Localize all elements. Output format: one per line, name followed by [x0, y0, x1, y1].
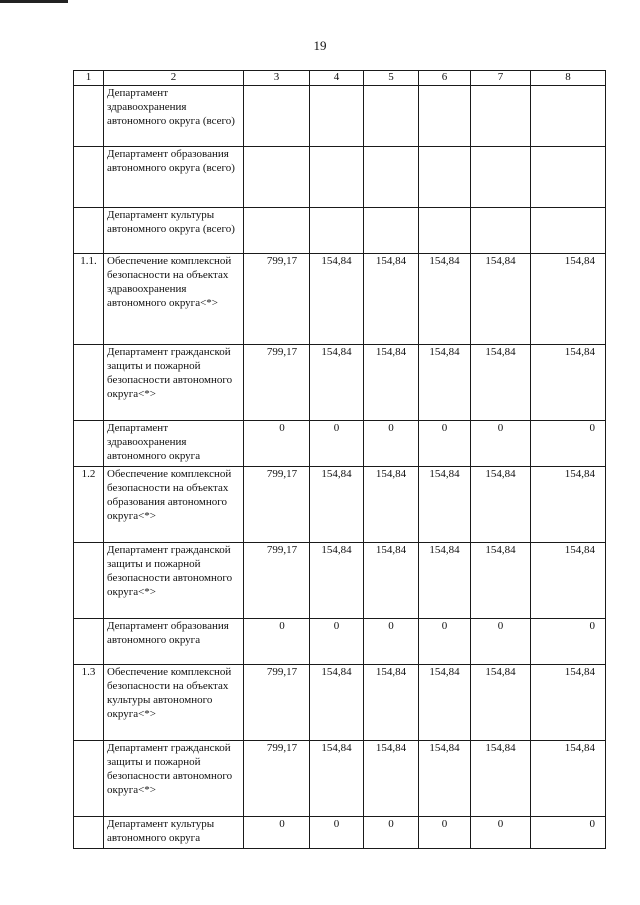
value-cell: 154,84	[531, 467, 606, 543]
value-cell: 154,84	[419, 467, 471, 543]
value-cell: 154,84	[471, 665, 531, 741]
value-cell: 0	[471, 817, 531, 849]
table-row	[74, 254, 606, 345]
table-row	[74, 817, 606, 849]
row-name: Департамент здравоохранения автономного округа	[104, 421, 244, 467]
value-cell	[531, 147, 606, 208]
row-name: Обеспечение комплексной безопасности на объектах здравоохранения автономного округа<*>	[104, 254, 244, 345]
value-cell	[531, 86, 606, 147]
value-cell: 0	[364, 421, 419, 467]
value-cell: 154,84	[364, 543, 419, 619]
table-row	[74, 619, 606, 665]
table-row	[74, 741, 606, 817]
row-number	[74, 741, 104, 817]
value-cell: 799,17	[244, 665, 310, 741]
column-header: 4	[310, 71, 364, 86]
row-name: Департамент культуры автономного округа (всего)	[104, 208, 244, 254]
value-cell: 154,84	[531, 741, 606, 817]
value-cell: 0	[244, 421, 310, 467]
value-cell	[531, 208, 606, 254]
column-header: 6	[419, 71, 471, 86]
row-number	[74, 147, 104, 208]
row-name: Департамент здравоохранения автономного округа (всего)	[104, 86, 244, 147]
value-cell: 154,84	[364, 665, 419, 741]
value-cell: 799,17	[244, 543, 310, 619]
value-cell	[244, 86, 310, 147]
value-cell: 154,84	[419, 254, 471, 345]
value-cell: 154,84	[531, 665, 606, 741]
value-cell: 154,84	[531, 254, 606, 345]
value-cell: 154,84	[531, 543, 606, 619]
value-cell: 154,84	[471, 254, 531, 345]
value-cell: 0	[310, 421, 364, 467]
value-cell: 154,84	[471, 543, 531, 619]
row-name: Департамент гражданской защиты и пожарной безопасности автономного округа<*>	[104, 345, 244, 421]
value-cell	[310, 86, 364, 147]
value-cell	[419, 147, 471, 208]
value-cell: 0	[244, 817, 310, 849]
table-row	[74, 421, 606, 467]
value-cell: 0	[364, 619, 419, 665]
table-row	[74, 345, 606, 421]
row-number: 1.2	[74, 467, 104, 543]
value-cell: 0	[310, 619, 364, 665]
value-cell: 154,84	[310, 741, 364, 817]
value-cell	[471, 147, 531, 208]
value-cell: 0	[419, 817, 471, 849]
value-cell	[244, 208, 310, 254]
value-cell: 0	[310, 817, 364, 849]
value-cell: 0	[471, 421, 531, 467]
value-cell: 154,84	[310, 345, 364, 421]
value-cell	[364, 208, 419, 254]
row-name: Департамент образования автономного округа	[104, 619, 244, 665]
value-cell: 154,84	[364, 741, 419, 817]
row-number	[74, 619, 104, 665]
value-cell: 0	[471, 619, 531, 665]
value-cell	[310, 147, 364, 208]
column-header: 3	[244, 71, 310, 86]
value-cell: 154,84	[471, 345, 531, 421]
value-cell	[419, 86, 471, 147]
value-cell: 154,84	[419, 345, 471, 421]
table-row	[74, 467, 606, 543]
column-header: 1	[74, 71, 104, 86]
value-cell: 154,84	[310, 665, 364, 741]
column-header: 2	[104, 71, 244, 86]
value-cell: 0	[531, 421, 606, 467]
column-header: 8	[531, 71, 606, 86]
value-cell: 154,84	[310, 543, 364, 619]
table-row	[74, 665, 606, 741]
row-name: Обеспечение комплексной безопасности на объектах культуры автономного округа<*>	[104, 665, 244, 741]
row-name: Департамент образования автономного округа (всего)	[104, 147, 244, 208]
value-cell: 799,17	[244, 741, 310, 817]
row-name: Департамент культуры автономного округа	[104, 817, 244, 849]
value-cell	[364, 86, 419, 147]
page-number: 19	[313, 38, 327, 53]
row-number	[74, 86, 104, 147]
table-row	[74, 147, 606, 208]
value-cell: 0	[419, 619, 471, 665]
value-cell: 154,84	[419, 741, 471, 817]
row-number	[74, 208, 104, 254]
column-header: 7	[471, 71, 531, 86]
value-cell	[471, 208, 531, 254]
row-number	[74, 421, 104, 467]
value-cell: 154,84	[364, 254, 419, 345]
value-cell: 0	[531, 619, 606, 665]
value-cell: 154,84	[310, 254, 364, 345]
value-cell: 154,84	[419, 665, 471, 741]
value-cell: 0	[364, 817, 419, 849]
table-row	[74, 86, 606, 147]
budget-table	[73, 70, 606, 849]
row-name: Обеспечение комплексной безопасности на объектах образования автономного округа<*>	[104, 467, 244, 543]
value-cell	[471, 86, 531, 147]
row-number	[74, 345, 104, 421]
value-cell	[310, 208, 364, 254]
row-name: Департамент гражданской защиты и пожарной безопасности автономного округа<*>	[104, 543, 244, 619]
value-cell: 154,84	[310, 467, 364, 543]
value-cell: 0	[531, 817, 606, 849]
value-cell: 0	[419, 421, 471, 467]
column-header: 5	[364, 71, 419, 86]
value-cell: 154,84	[531, 345, 606, 421]
value-cell: 0	[244, 619, 310, 665]
value-cell	[244, 147, 310, 208]
value-cell	[419, 208, 471, 254]
row-number: 1.3	[74, 665, 104, 741]
row-number	[74, 817, 104, 849]
table-row	[74, 208, 606, 254]
value-cell: 799,17	[244, 254, 310, 345]
header-row	[74, 71, 606, 86]
value-cell: 799,17	[244, 345, 310, 421]
table-row	[74, 543, 606, 619]
value-cell: 154,84	[471, 467, 531, 543]
value-cell	[364, 147, 419, 208]
row-number	[74, 543, 104, 619]
value-cell: 154,84	[471, 741, 531, 817]
row-number: 1.1.	[74, 254, 104, 345]
scan-mark	[0, 0, 68, 3]
value-cell: 154,84	[364, 467, 419, 543]
value-cell: 154,84	[364, 345, 419, 421]
value-cell: 154,84	[419, 543, 471, 619]
value-cell: 799,17	[244, 467, 310, 543]
row-name: Департамент гражданской защиты и пожарной безопасности автономного округа<*>	[104, 741, 244, 817]
